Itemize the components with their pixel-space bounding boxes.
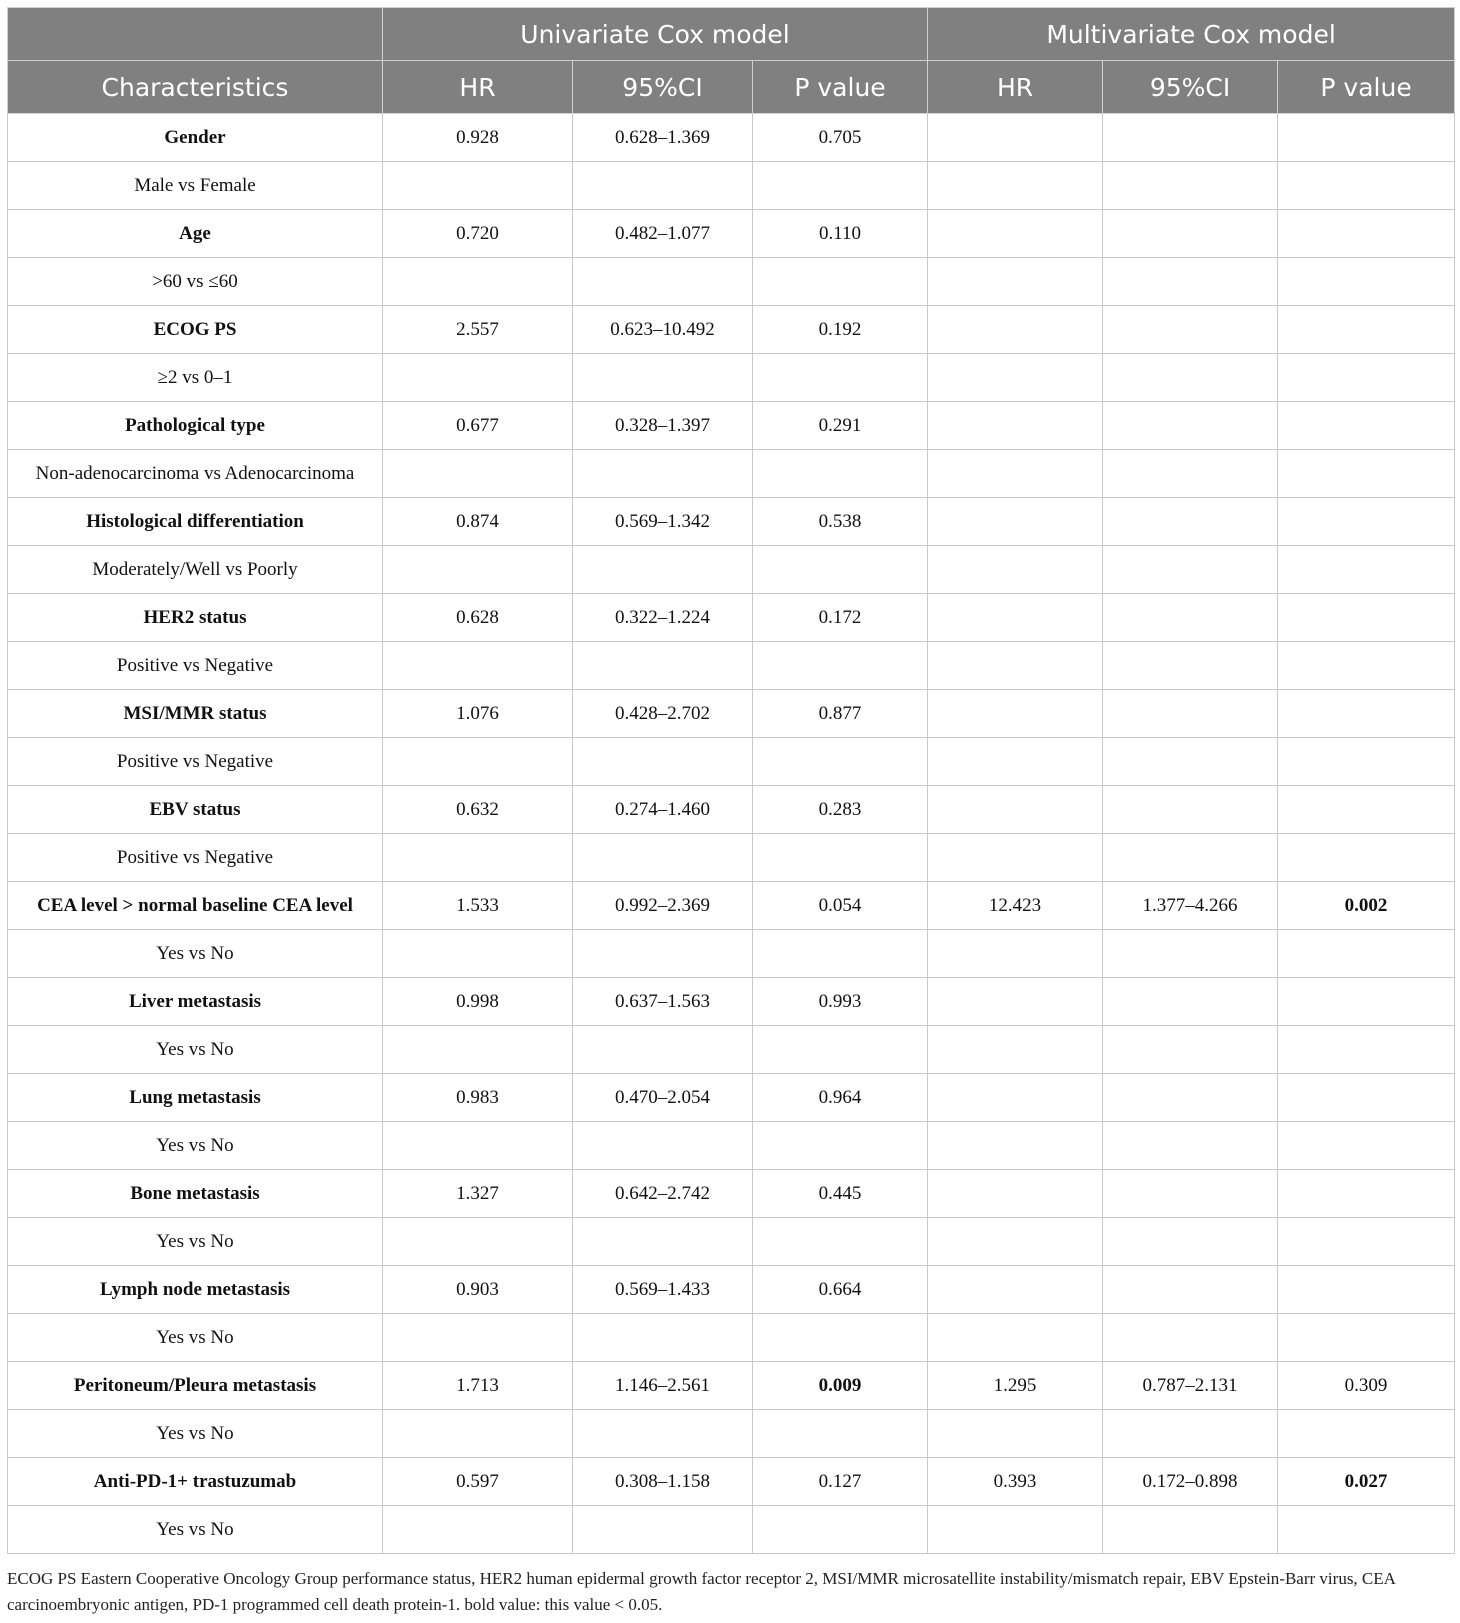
cell-multi-hr [928, 1026, 1103, 1074]
cox-regression-table-container [7, 7, 1454, 1554]
cell-uni-p [753, 1218, 928, 1266]
comparison-label: Moderately/Well vs Poorly [8, 546, 383, 594]
cell-uni-p [753, 1410, 928, 1458]
table-row-comparison [8, 1218, 1455, 1266]
comparison-label: Yes vs No [8, 1122, 383, 1170]
cell-multi-ci [1103, 306, 1278, 354]
cell-uni-hr: 1.533 [383, 882, 573, 930]
cell-uni-ci: 0.274–1.460 [573, 786, 753, 834]
cell-multi-p [1278, 258, 1455, 306]
cell-multi-p [1278, 1266, 1455, 1314]
characteristic-label: Lymph node metastasis [8, 1266, 383, 1314]
cell-multi-hr [928, 834, 1103, 882]
cell-multi-hr [928, 1506, 1103, 1554]
characteristic-label: Bone metastasis [8, 1170, 383, 1218]
table-row-comparison [8, 1506, 1455, 1554]
cell-uni-ci [573, 738, 753, 786]
comparison-label: Positive vs Negative [8, 834, 383, 882]
cell-uni-hr [383, 642, 573, 690]
cell-multi-ci [1103, 642, 1278, 690]
cell-uni-hr [383, 834, 573, 882]
cell-multi-p [1278, 162, 1455, 210]
cell-uni-hr: 0.677 [383, 402, 573, 450]
cell-uni-hr [383, 354, 573, 402]
header-uni-hr: HR [383, 61, 573, 114]
cell-multi-hr [928, 258, 1103, 306]
header-univariate-group: Univariate Cox model [383, 8, 928, 61]
cell-multi-ci [1103, 738, 1278, 786]
cell-multi-hr [928, 114, 1103, 162]
cell-uni-ci [573, 1122, 753, 1170]
header-blank-cell [8, 8, 383, 61]
table-row-characteristic [8, 402, 1455, 450]
cell-multi-p [1278, 594, 1455, 642]
cell-multi-hr [928, 402, 1103, 450]
cell-multi-p [1278, 402, 1455, 450]
cell-multi-hr [928, 210, 1103, 258]
cell-multi-hr [928, 1218, 1103, 1266]
comparison-label: >60 vs ≤60 [8, 258, 383, 306]
cell-multi-hr [928, 546, 1103, 594]
table-row-comparison [8, 354, 1455, 402]
characteristic-label: Gender [8, 114, 383, 162]
comparison-label: Yes vs No [8, 1506, 383, 1554]
cell-multi-ci [1103, 546, 1278, 594]
cell-multi-ci [1103, 834, 1278, 882]
cell-uni-hr: 0.628 [383, 594, 573, 642]
table-row-characteristic [8, 690, 1455, 738]
cell-multi-hr: 12.423 [928, 882, 1103, 930]
cell-uni-ci: 0.628–1.369 [573, 114, 753, 162]
header-column-row [8, 61, 1455, 114]
table-row-comparison [8, 1314, 1455, 1362]
cell-uni-ci [573, 546, 753, 594]
cell-multi-ci [1103, 930, 1278, 978]
table-row-characteristic [8, 978, 1455, 1026]
cell-multi-p [1278, 1170, 1455, 1218]
table-row-comparison [8, 834, 1455, 882]
characteristic-label: EBV status [8, 786, 383, 834]
cell-multi-p [1278, 1122, 1455, 1170]
cell-uni-ci: 0.328–1.397 [573, 402, 753, 450]
cell-multi-p [1278, 354, 1455, 402]
characteristic-label: MSI/MMR status [8, 690, 383, 738]
cell-multi-ci [1103, 354, 1278, 402]
header-multi-p: P value [1278, 61, 1455, 114]
table-footnote: ECOG PS Eastern Cooperative Oncology Group performance status, HER2 human epidermal growth factor receptor 2, MSI/MMR microsatellite instability/mismatch repair, EBV Epstein-Barr virus, CEA carcinoembryonic antigen, PD-1 programmed cell death protein-1. bold value: this value < 0.05. [7, 1569, 1395, 1614]
cell-uni-hr: 1.327 [383, 1170, 573, 1218]
cell-uni-ci: 0.470–2.054 [573, 1074, 753, 1122]
table-row-characteristic [8, 498, 1455, 546]
cell-uni-p [753, 1122, 928, 1170]
cell-uni-hr [383, 1314, 573, 1362]
cell-multi-ci [1103, 1506, 1278, 1554]
cell-multi-p [1278, 1026, 1455, 1074]
cell-multi-hr [928, 1314, 1103, 1362]
cell-uni-ci: 0.569–1.342 [573, 498, 753, 546]
cell-multi-hr [928, 354, 1103, 402]
cell-multi-ci [1103, 594, 1278, 642]
cell-uni-hr: 0.998 [383, 978, 573, 1026]
cell-multi-hr [928, 498, 1103, 546]
cell-uni-p [753, 354, 928, 402]
cox-regression-table [7, 7, 1455, 1554]
characteristic-label: ECOG PS [8, 306, 383, 354]
cell-multi-p [1278, 978, 1455, 1026]
cell-uni-hr [383, 162, 573, 210]
cell-uni-ci: 0.992–2.369 [573, 882, 753, 930]
cell-multi-p [1278, 1074, 1455, 1122]
cell-uni-ci: 0.322–1.224 [573, 594, 753, 642]
cell-uni-hr: 1.076 [383, 690, 573, 738]
cell-uni-hr: 1.713 [383, 1362, 573, 1410]
table-row-comparison [8, 642, 1455, 690]
cell-multi-p: 0.027 [1278, 1458, 1455, 1506]
cell-multi-p [1278, 1218, 1455, 1266]
cell-multi-ci [1103, 1170, 1278, 1218]
cell-uni-p: 0.127 [753, 1458, 928, 1506]
cell-uni-p: 0.054 [753, 882, 928, 930]
cell-multi-p [1278, 306, 1455, 354]
cell-multi-hr [928, 738, 1103, 786]
table-row-comparison [8, 162, 1455, 210]
cell-multi-hr [928, 642, 1103, 690]
cell-uni-ci [573, 930, 753, 978]
cell-multi-ci [1103, 1074, 1278, 1122]
table-row-comparison [8, 1122, 1455, 1170]
cell-multi-hr [928, 450, 1103, 498]
comparison-label: Positive vs Negative [8, 642, 383, 690]
table-body [8, 114, 1455, 1554]
characteristic-label: CEA level > normal baseline CEA level [8, 882, 383, 930]
header-group-row [8, 8, 1455, 61]
table-row-characteristic [8, 1074, 1455, 1122]
cell-multi-ci [1103, 978, 1278, 1026]
comparison-label: Yes vs No [8, 1218, 383, 1266]
table-row-characteristic [8, 210, 1455, 258]
cell-uni-ci: 0.642–2.742 [573, 1170, 753, 1218]
cell-uni-hr: 0.632 [383, 786, 573, 834]
cell-multi-p [1278, 834, 1455, 882]
characteristic-label: Peritoneum/Pleura metastasis [8, 1362, 383, 1410]
cell-multi-hr: 0.393 [928, 1458, 1103, 1506]
header-uni-p: P value [753, 61, 928, 114]
cell-multi-p [1278, 738, 1455, 786]
comparison-label: Positive vs Negative [8, 738, 383, 786]
comparison-label: Non-adenocarcinoma vs Adenocarcinoma [8, 450, 383, 498]
cell-uni-p: 0.664 [753, 1266, 928, 1314]
table-row-comparison [8, 258, 1455, 306]
cell-uni-p: 0.538 [753, 498, 928, 546]
cell-multi-ci [1103, 114, 1278, 162]
cell-multi-p [1278, 498, 1455, 546]
cell-uni-hr: 0.983 [383, 1074, 573, 1122]
cell-uni-ci [573, 834, 753, 882]
table-row-comparison [8, 1410, 1455, 1458]
cell-uni-ci: 0.308–1.158 [573, 1458, 753, 1506]
header-multivariate-group: Multivariate Cox model [928, 8, 1455, 61]
cell-uni-p [753, 1506, 928, 1554]
table-row-characteristic [8, 594, 1455, 642]
cell-multi-ci: 1.377–4.266 [1103, 882, 1278, 930]
comparison-label: Yes vs No [8, 930, 383, 978]
cell-multi-ci: 0.787–2.131 [1103, 1362, 1278, 1410]
cell-multi-hr [928, 786, 1103, 834]
table-row-characteristic [8, 1266, 1455, 1314]
cell-multi-ci [1103, 402, 1278, 450]
cell-multi-ci [1103, 1410, 1278, 1458]
cell-uni-p [753, 642, 928, 690]
comparison-label: Yes vs No [8, 1410, 383, 1458]
cell-multi-p [1278, 1410, 1455, 1458]
table-row-characteristic [8, 786, 1455, 834]
cell-uni-ci [573, 1506, 753, 1554]
table-row-comparison [8, 1026, 1455, 1074]
header-multi-hr: HR [928, 61, 1103, 114]
characteristic-label: HER2 status [8, 594, 383, 642]
cell-multi-p [1278, 690, 1455, 738]
comparison-label: Male vs Female [8, 162, 383, 210]
table-row-comparison [8, 450, 1455, 498]
cell-uni-p [753, 1314, 928, 1362]
cell-uni-hr: 2.557 [383, 306, 573, 354]
cell-uni-hr: 0.903 [383, 1266, 573, 1314]
cell-multi-p [1278, 546, 1455, 594]
cell-uni-hr [383, 1410, 573, 1458]
cell-uni-p: 0.993 [753, 978, 928, 1026]
cell-multi-hr [928, 594, 1103, 642]
cell-uni-hr [383, 1506, 573, 1554]
table-row-characteristic [8, 1362, 1455, 1410]
cell-uni-hr: 0.928 [383, 114, 573, 162]
cell-multi-ci [1103, 210, 1278, 258]
cell-multi-ci [1103, 1218, 1278, 1266]
cell-multi-hr [928, 1122, 1103, 1170]
cell-multi-hr [928, 306, 1103, 354]
cell-uni-hr [383, 1122, 573, 1170]
cell-multi-p [1278, 450, 1455, 498]
cell-multi-ci [1103, 690, 1278, 738]
cell-uni-hr: 0.597 [383, 1458, 573, 1506]
cell-multi-p [1278, 114, 1455, 162]
cell-uni-ci: 0.569–1.433 [573, 1266, 753, 1314]
cell-uni-p: 0.009 [753, 1362, 928, 1410]
cell-uni-ci: 0.637–1.563 [573, 978, 753, 1026]
cell-multi-ci [1103, 162, 1278, 210]
cell-multi-p [1278, 930, 1455, 978]
header-uni-ci: 95%CI [573, 61, 753, 114]
table-row-comparison [8, 738, 1455, 786]
cell-uni-p: 0.172 [753, 594, 928, 642]
comparison-label: Yes vs No [8, 1026, 383, 1074]
cell-uni-p: 0.877 [753, 690, 928, 738]
cell-uni-hr [383, 1026, 573, 1074]
table-row-characteristic [8, 1170, 1455, 1218]
cell-multi-ci [1103, 450, 1278, 498]
cell-uni-ci [573, 258, 753, 306]
table-row-comparison [8, 930, 1455, 978]
cell-uni-p [753, 1026, 928, 1074]
table-row-comparison [8, 546, 1455, 594]
table-row-characteristic [8, 1458, 1455, 1506]
characteristic-label: Pathological type [8, 402, 383, 450]
table-header [8, 8, 1455, 114]
cell-multi-ci [1103, 1026, 1278, 1074]
cell-multi-hr [928, 1266, 1103, 1314]
cell-uni-p [753, 258, 928, 306]
cell-multi-hr [928, 690, 1103, 738]
cell-multi-p [1278, 210, 1455, 258]
table-row-characteristic [8, 882, 1455, 930]
cell-uni-hr: 0.874 [383, 498, 573, 546]
cell-uni-hr [383, 930, 573, 978]
cell-uni-p: 0.445 [753, 1170, 928, 1218]
cell-uni-p [753, 162, 928, 210]
characteristic-label: Lung metastasis [8, 1074, 383, 1122]
cell-uni-ci: 0.623–10.492 [573, 306, 753, 354]
cell-uni-ci [573, 162, 753, 210]
table-row-characteristic [8, 306, 1455, 354]
cell-multi-ci [1103, 258, 1278, 306]
cell-multi-ci [1103, 786, 1278, 834]
cell-multi-hr [928, 930, 1103, 978]
comparison-label: ≥2 vs 0–1 [8, 354, 383, 402]
cell-uni-hr [383, 258, 573, 306]
cell-uni-ci [573, 642, 753, 690]
header-multi-ci: 95%CI [1103, 61, 1278, 114]
cell-uni-ci [573, 1314, 753, 1362]
cell-uni-p [753, 450, 928, 498]
cell-multi-hr [928, 978, 1103, 1026]
characteristic-label: Age [8, 210, 383, 258]
characteristic-label: Anti-PD-1+ trastuzumab [8, 1458, 383, 1506]
cell-uni-ci: 1.146–2.561 [573, 1362, 753, 1410]
cell-multi-hr [928, 1074, 1103, 1122]
cell-uni-p: 0.705 [753, 114, 928, 162]
cell-multi-p: 0.309 [1278, 1362, 1455, 1410]
cell-multi-p [1278, 1314, 1455, 1362]
cell-uni-ci [573, 1026, 753, 1074]
table-row-characteristic [8, 114, 1455, 162]
cell-uni-p: 0.291 [753, 402, 928, 450]
cell-uni-p: 0.192 [753, 306, 928, 354]
cell-uni-ci [573, 1410, 753, 1458]
characteristic-label: Histological differentiation [8, 498, 383, 546]
cell-multi-p: 0.002 [1278, 882, 1455, 930]
cell-uni-p [753, 738, 928, 786]
cell-uni-ci [573, 450, 753, 498]
cell-uni-p: 0.110 [753, 210, 928, 258]
cell-uni-p [753, 834, 928, 882]
cell-multi-hr [928, 162, 1103, 210]
cell-uni-p [753, 930, 928, 978]
cell-uni-hr [383, 546, 573, 594]
cell-multi-ci [1103, 1314, 1278, 1362]
cell-multi-ci [1103, 1266, 1278, 1314]
cell-multi-hr [928, 1170, 1103, 1218]
cell-uni-hr [383, 450, 573, 498]
cell-uni-p: 0.964 [753, 1074, 928, 1122]
cell-multi-ci [1103, 498, 1278, 546]
cell-uni-hr [383, 738, 573, 786]
cell-uni-ci [573, 1218, 753, 1266]
cell-multi-ci: 0.172–0.898 [1103, 1458, 1278, 1506]
header-characteristics: Characteristics [8, 61, 383, 114]
cell-uni-p: 0.283 [753, 786, 928, 834]
cell-multi-p [1278, 786, 1455, 834]
cell-uni-p [753, 546, 928, 594]
cell-multi-hr: 1.295 [928, 1362, 1103, 1410]
cell-uni-ci: 0.482–1.077 [573, 210, 753, 258]
cell-uni-ci: 0.428–2.702 [573, 690, 753, 738]
cell-uni-hr [383, 1218, 573, 1266]
cell-uni-ci [573, 354, 753, 402]
cell-uni-hr: 0.720 [383, 210, 573, 258]
cell-multi-p [1278, 1506, 1455, 1554]
cell-multi-p [1278, 642, 1455, 690]
comparison-label: Yes vs No [8, 1314, 383, 1362]
cell-multi-ci [1103, 1122, 1278, 1170]
characteristic-label: Liver metastasis [8, 978, 383, 1026]
cell-multi-hr [928, 1410, 1103, 1458]
